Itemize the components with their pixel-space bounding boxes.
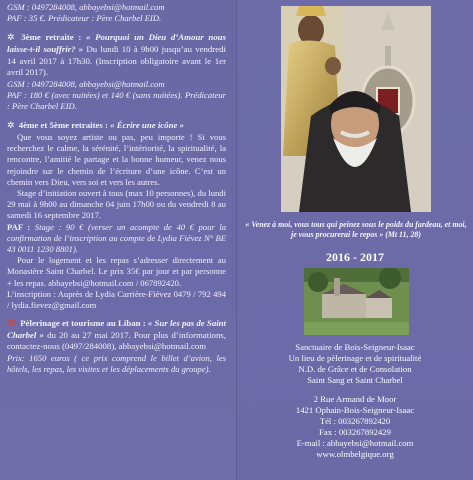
gear-bullet-icon: ✲ [7,120,15,131]
gear-bullet-icon: ✲ [7,32,15,43]
retreat-45-heading [7,120,226,132]
retreat-3-label: 3ème retraite : [21,32,82,43]
website-link[interactable]: www.olmbelgique.org [316,449,394,459]
tagline-3: Saint Sang et Saint Charbel [307,375,403,385]
street-address: 2 Rue Armand de Moor [313,394,397,404]
gsm-line-1: GSM : 0497284008, abbayebsi@hotmail.com [7,2,165,12]
paf-3-label: PAF : [7,221,31,232]
tagline-1: Un lieu de pèlerinage et de spiritualité [288,353,422,363]
retreat-45-body-2: Stage d’initiation ouvert à tous (max 10 personnes), du lundi 29 mai à 9h00 au dimanche 04 juin 17h00 ou du vendredi 8 au samedi 16 septembre 2017. [7,188,226,221]
email-address: E-mail : abbayebsi@hotmail.com [296,438,414,448]
sanctuary-name: Sanctuaire de Bois-Seigneur-Isaac [295,342,415,352]
paf-3-body: Stage : 90 € (verser un acompte de 40 € pour la confirmation de l’inscription au compte de Lydia Fiévez N° BE 43 0011 1230 8801). [7,221,227,255]
paf-line-1: PAF : 35 €. Prédicateur : Père Charbel EID. [7,13,162,24]
gospel-quote: « Venez à moi, vous tous qui peinez sous le poids du fardeau, et moi, je vous procurerai le repos » (Mt 11, 28) [245,220,467,239]
retreat-3-body: Du lundi 10 à 9h00 jusqu’au vendredi 14 avril 2017 à 17h30. (Inscription obligatoire avant le 1er avril 2017). [7,44,226,78]
years-heading: 2016 - 2017 [326,250,384,264]
retreat-45-body-1: Que vous soyez artiste ou pas, peu importe ! Si vous recherchez le calme, la sérénité, l’intériorité, la spiritualité, la rencontre, l’amitié le partage et la bonne humeur, venez nous rejoindre sur le chemin de l’écriture d’une icône. C’est un chemin vers Dieu, vers soi et vers les autres. [7,131,226,187]
pilgrimage-heading [7,318,226,353]
left-panel [0,0,236,480]
saint-charbel-illustration [281,6,431,212]
retreat-3-title: « Pourquoi un Dieu d’Amour nous laisse-t-il souffrir? » [7,32,226,54]
paf-line-2: PAF : 180 € (avec nuitées) et 140 € (sans nuitées). Prédicateur : Père Charbel EID. [7,89,226,112]
phone-number: Tél : 003267892420 [319,416,391,426]
fax-number: Fax : 003267892429 [319,427,391,437]
tagline-2: N.D. de Grâce et de Consolation [298,364,412,374]
contact-block [237,342,473,460]
saint-charbel-photo [281,6,431,212]
abbey-illustration [304,268,409,335]
pilgrimage-body: du 20 au 27 mai 2017. Pour plus d’informations, contactez-nous (0497/284008), abbayebsi@hotmail.com [7,329,226,352]
lodging-text: Pour le logement et les repas s’adresser directement au Monastère Saint Charbel. Le prix 35€ par jour et par personne + les repas. abbayebsi@hotmail.com / 067892420. [7,255,226,288]
retreat-45-title: « Écrire une icône » [110,120,184,131]
city-address: 1421 Ophain-Bois-Seigneur-Isaac [295,405,415,415]
red-cross-icon: ⌘ [7,318,16,329]
retreat-3-heading [7,32,226,78]
abbey-aerial-photo [304,268,409,335]
gsm-line-2: GSM : 0497284008, abbayebsi@hotmail.com [7,78,165,89]
pilgrimage-label: Pèlerinage et tourisme au Liban : [20,318,146,329]
pilgrimage-title: « Sur les pas de Saint Charbel » [7,318,227,340]
inscription-text: L’inscription : Auprès de Lydia Carrière-Fiévez 0479 / 792 494 / lydia.fievez@gmail.com [7,288,226,311]
paf-line-3 [7,222,226,256]
price-text: Prix: 1650 euros ( ce prix comprend le billet d’avion, les hôtels, les repas, les visites et les déplacements du groupe). [7,353,226,375]
retreat-45-label: 4ème et 5ème retraites : [18,120,108,131]
